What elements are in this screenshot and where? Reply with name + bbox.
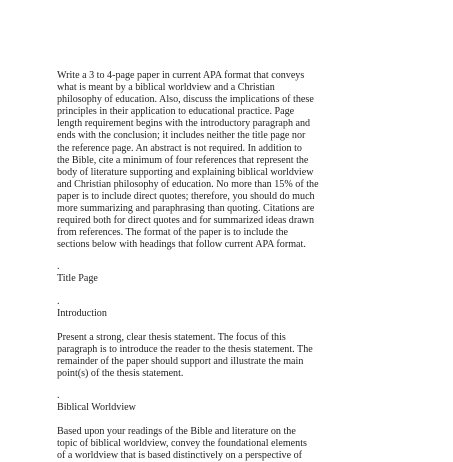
- heading-introduction: Introduction: [57, 307, 107, 319]
- separator-dot: .: [57, 295, 60, 307]
- spacer: [57, 414, 407, 426]
- spacer: [57, 380, 407, 390]
- spacer: [57, 286, 407, 296]
- separator-dot: .: [57, 389, 60, 401]
- heading-biblical-worldview: Biblical Worldview: [57, 401, 136, 413]
- spacer: [57, 251, 407, 261]
- biblical-worldview-paragraph: Based upon your readings of the Bible and literature on the topic of biblical worldview, convey the foundational elements of a worldview that is based distinctively on a perspective of: [57, 426, 307, 462]
- document-body: [57, 70, 407, 462]
- assignment-instructions: Write a 3 to 4-page paper in current APA format that conveys what is meant by a biblical worldview and a Christian philosophy of education. Also, discuss the implications of these principles in their application to educational practice. Page length requirement begins with the introductory paragraph and ends with the conclusion; it includes neither the title page nor the reference page. An abstract is not required. In addition to the Bible, cite a minimum of four references that represent the body of literature supporting and explaining biblical worldview and Christian philosophy of education. No more than 15% of the paper is to include direct quotes; therefore, you should do much more summarizing and paraphrasing than quoting. Citations are required both for direct quotes and for summarized ideas drawn from references. The format of the paper is to include the sections below with headings that follow current APA format.: [57, 70, 319, 251]
- separator-dot: .: [57, 261, 60, 273]
- spacer: [57, 320, 407, 332]
- introduction-paragraph: Present a strong, clear thesis statement. The focus of this paragraph is to introduce the reader to the thesis statement. The remainder of the paper should support and illustrate the main point(s) of the thesis statement.: [57, 331, 313, 379]
- heading-title-page: Title Page: [57, 273, 98, 285]
